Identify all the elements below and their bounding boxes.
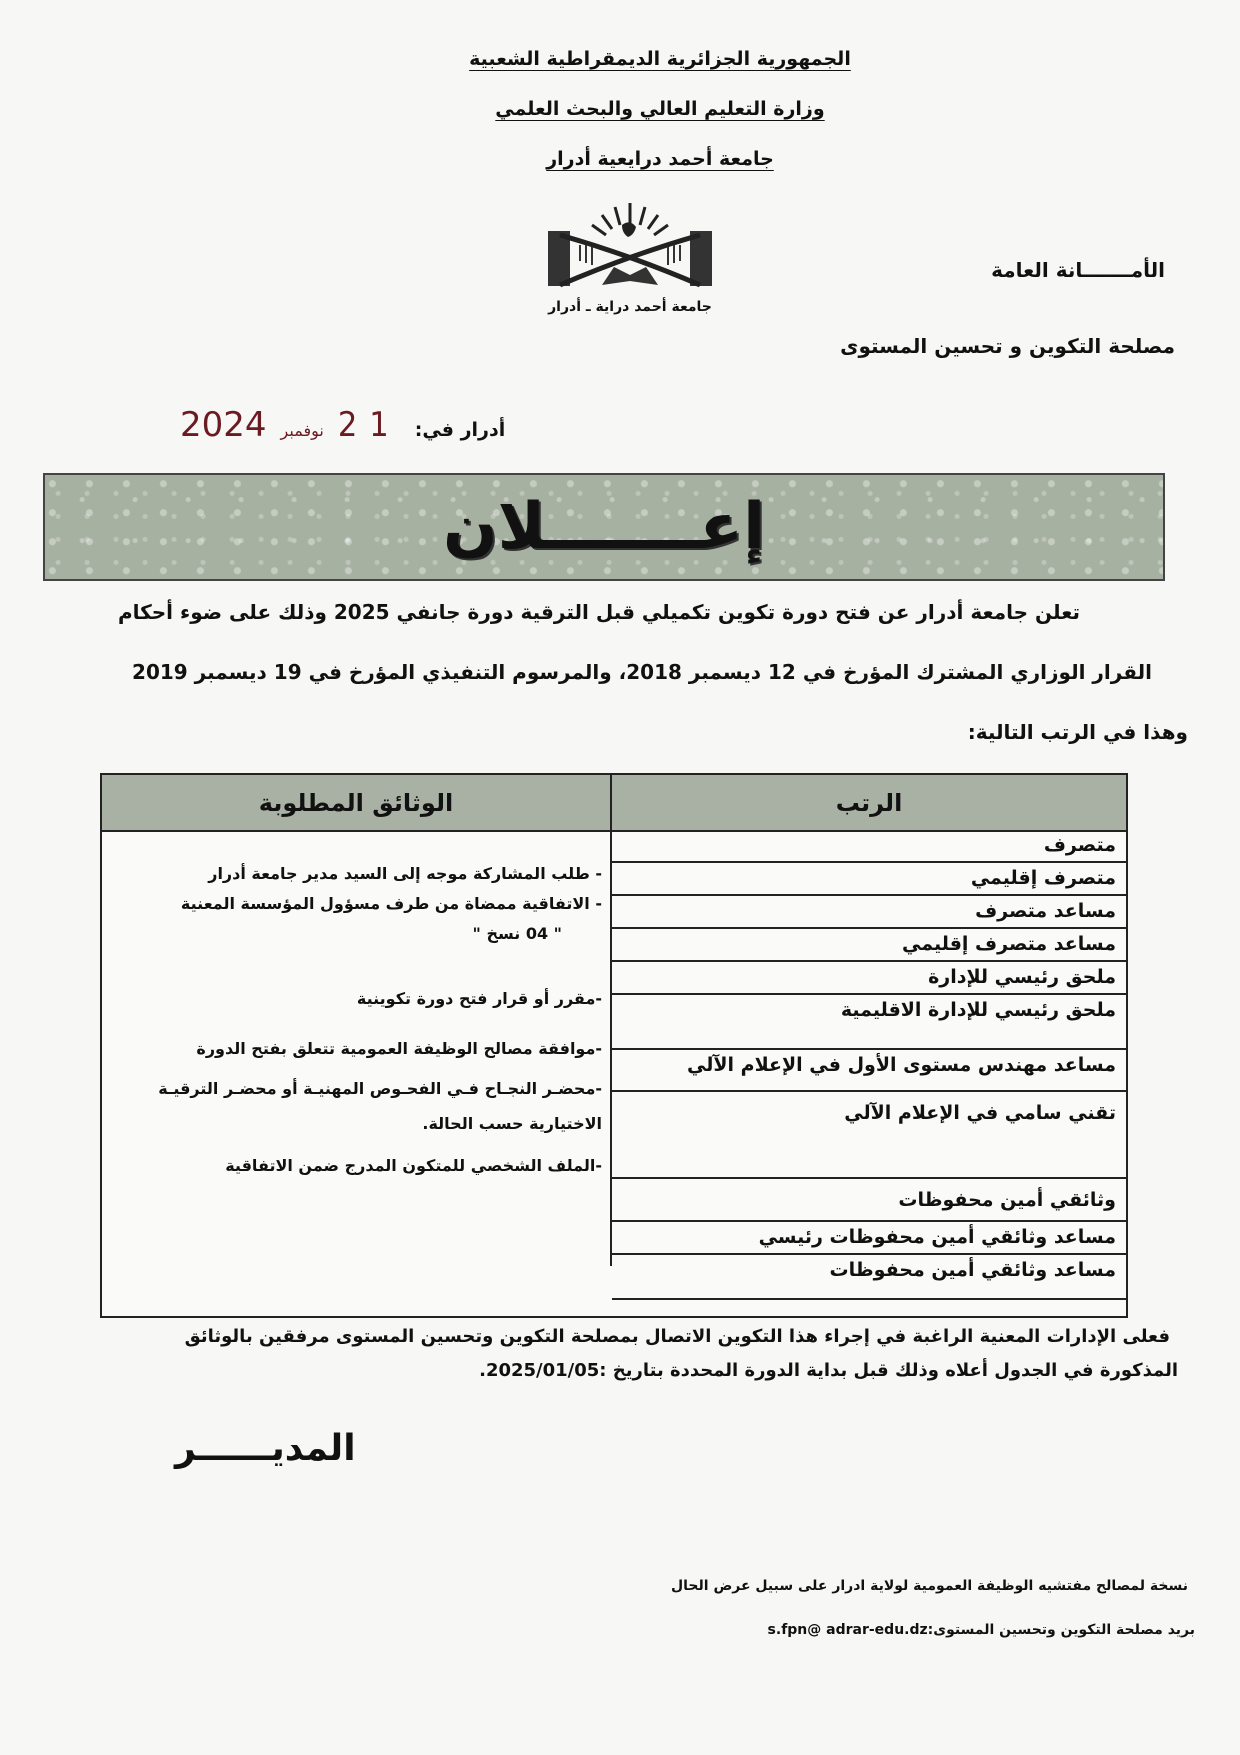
- email-label: بريد مصلحة التكوين وتحسين المستوى:: [927, 1622, 1195, 1638]
- date-year: 2024: [180, 405, 267, 445]
- announcement-title: إعـــــــلان: [443, 490, 765, 564]
- document-item: -موافقة مصالح الوظيفة العمومية تتعلق بفتح الدورة: [196, 1039, 602, 1058]
- document-item: -الملف الشخصي للمتكون المدرج ضمن الاتفاقية: [225, 1156, 602, 1175]
- header-grades: الرتب: [610, 775, 1126, 830]
- date-month: نوفمبر: [280, 421, 324, 440]
- grade-row: مساعد متصرف إقليمي: [612, 929, 1126, 962]
- secretariat-label: الأمـــــــانة العامة: [991, 258, 1165, 282]
- grade-row: مساعد وثائقي أمين محفوظات رئيسي: [612, 1222, 1126, 1255]
- grade-row: تقني سامي في الإعلام الآلي: [612, 1092, 1126, 1179]
- service-label: مصلحة التكوين و تحسين المستوى: [840, 334, 1175, 358]
- closing-paragraph: [98, 1320, 1178, 1388]
- copy-note: نسخة لمصالح مفتشيه الوظيفة العمومية لولاية ادرار على سبيل عرض الحال: [671, 1578, 1188, 1594]
- university-logo: [530, 195, 730, 315]
- closing-line-1: فعلى الإدارات المعنية الراغبة في إجراء هذا التكوين الاتصال بمصلحة التكوين وتحسين المستوى مرفقين بالوثائق: [184, 1326, 1170, 1347]
- header-documents: الوثائق المطلوبة: [258, 788, 454, 817]
- intro-line-2: القرار الوزاري المشترك المؤرخ في 12 ديسمبر 2018، والمرسوم التنفيذي المؤرخ في 19 ديسمبر 2019: [132, 660, 1152, 684]
- grade-row: مساعد وثائقي أمين محفوظات: [612, 1255, 1126, 1300]
- grade-row: مساعد مهندس مستوى الأول في الإعلام الآلي: [612, 1050, 1126, 1092]
- document-item: الاختيارية حسب الحالة.: [422, 1114, 602, 1133]
- date-day: 21: [337, 405, 401, 445]
- intro-line-3: وهذا في الرتب التالية:: [967, 720, 1188, 744]
- university-heading: جامعة أحمد درايعية أدرار: [546, 148, 774, 170]
- document-item: -مقرر أو قرار فتح دورة تكوينية: [356, 989, 602, 1008]
- document-item: - الاتفاقية ممضاة من طرف مسؤول المؤسسة المعنية: [180, 894, 602, 913]
- grade-row: متصرف: [612, 830, 1126, 863]
- documents-column: [102, 830, 612, 1316]
- grade-row: ملحق رئيسي للإدارة الاقليمية: [612, 995, 1126, 1050]
- grade-row: ملحق رئيسي للإدارة: [612, 962, 1126, 995]
- university-logo-icon: [530, 195, 730, 295]
- grades-column: [610, 830, 1126, 1281]
- grade-row: متصرف إقليمي: [612, 863, 1126, 896]
- logo-caption: جامعة أحمد دراية ـ أدرار: [548, 299, 712, 315]
- grade-row: مساعد متصرف: [612, 896, 1126, 929]
- date-line: [180, 405, 505, 445]
- country-heading: الجمهورية الجزائرية الديمقراطية الشعبية: [469, 48, 851, 70]
- ministry-heading: وزارة التعليم العالي والبحث العلمي: [495, 98, 825, 120]
- table-header: [102, 775, 1126, 832]
- document-item: - طلب المشاركة موجه إلى السيد مدير جامعة أدرار: [208, 864, 602, 883]
- document-item: -محضـر النجـاح فـي الفحـوص المهنيـة أو محضـر الترقيـة: [158, 1079, 602, 1098]
- date-label: أدرار في:: [414, 419, 506, 441]
- announcement-banner: [43, 473, 1165, 581]
- intro-line-1: تعلن جامعة أدرار عن فتح دورة تكوين تكميلي قبل الترقية دورة جانفي 2025 وذلك على ضوء أحكام: [117, 600, 1080, 624]
- document-item: " 04 نسخ ": [472, 924, 562, 943]
- director-signature: المديــــــر: [175, 1428, 356, 1469]
- email-line: [768, 1622, 1195, 1638]
- grade-row: وثائقي أمين محفوظات: [612, 1179, 1126, 1222]
- grades-documents-table: [100, 773, 1128, 1318]
- email-address[interactable]: s.fpn@ adrar-edu.dz: [767, 1622, 928, 1638]
- closing-line-2: المذكورة في الجدول أعلاه وذلك قبل بداية الدورة المحددة بتاريخ :2025/01/05.: [479, 1360, 1178, 1381]
